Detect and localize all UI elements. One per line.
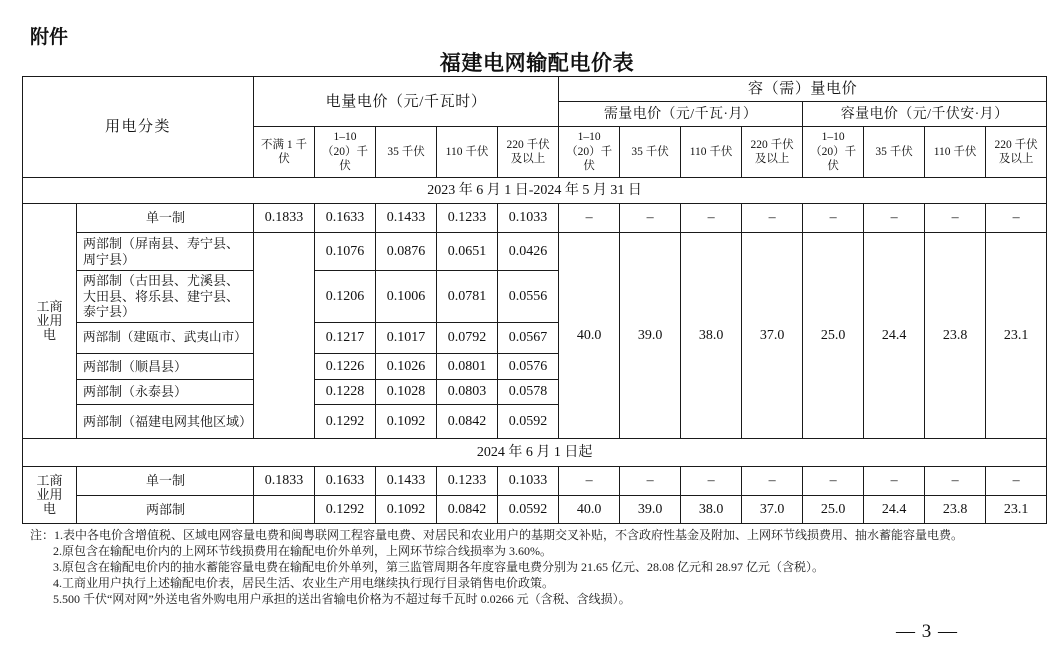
demand-price-cell: 40.0 xyxy=(559,496,620,524)
energy-price-cell: 0.1292 xyxy=(315,405,376,439)
row-label: 两部制（屏南县、寿宁县、周宁县） xyxy=(77,233,254,271)
energy-price-cell: 0.1092 xyxy=(376,405,437,439)
energy-price-cell: 0.1017 xyxy=(376,323,437,354)
capacity-price-cell: – xyxy=(803,204,864,233)
header-capacity-demand-price: 容（需）量电价 xyxy=(559,77,1047,102)
capacity-price-cell: 23.8 xyxy=(925,233,986,439)
demand-price-cell: 40.0 xyxy=(559,233,620,439)
capacity-price-cell: 23.8 xyxy=(925,496,986,524)
energy-price-cell: 0.0576 xyxy=(498,354,559,380)
empty-cell xyxy=(254,233,315,439)
demand-price-cell: – xyxy=(620,467,681,496)
energy-price-cell: 0.0842 xyxy=(437,496,498,524)
header-demand-level: 35 千伏 xyxy=(620,127,681,178)
energy-price-cell: 0.1433 xyxy=(376,204,437,233)
energy-price-cell: 0.1433 xyxy=(376,467,437,496)
energy-price-cell: 0.0792 xyxy=(437,323,498,354)
row-label: 单一制 xyxy=(77,467,254,496)
demand-price-cell: 39.0 xyxy=(620,233,681,439)
row-label: 两部制（古田县、尤溪县、大田县、将乐县、建宁县、泰宁县） xyxy=(77,271,254,323)
energy-price-cell: 0.1226 xyxy=(315,354,376,380)
note-item: 5.500 千伏“网对网”外送电省外购电用户承担的送出省输电价格为不超过每千瓦时 0.0266 元（含税、含线损）。 xyxy=(53,592,631,606)
table-row xyxy=(23,233,1047,271)
period-label: 2023 年 6 月 1 日-2024 年 5 月 31 日 xyxy=(23,178,1047,204)
capacity-price-cell: – xyxy=(864,204,925,233)
capacity-price-cell: – xyxy=(864,467,925,496)
demand-price-cell: 39.0 xyxy=(620,496,681,524)
capacity-price-cell: – xyxy=(925,467,986,496)
energy-price-cell: 0.0842 xyxy=(437,405,498,439)
row-label: 两部制（永泰县） xyxy=(77,380,254,405)
energy-price-cell: 0.1233 xyxy=(437,467,498,496)
capacity-price-cell: – xyxy=(986,467,1047,496)
capacity-price-cell: – xyxy=(925,204,986,233)
demand-price-cell: – xyxy=(681,467,742,496)
header-demand-price: 需量电价（元/千瓦·月） xyxy=(559,102,803,127)
header-capacity-level: 1–10（20）千伏 xyxy=(803,127,864,178)
energy-price-cell: 0.0651 xyxy=(437,233,498,271)
demand-price-cell: – xyxy=(620,204,681,233)
note-item: 2.原包含在输配电价内的上网环节线损费用在输配电价外单列，上网环节综合线损率为 3.60%。 xyxy=(53,544,552,558)
header-energy-level: 35 千伏 xyxy=(376,127,437,178)
row-label: 两部制 xyxy=(77,496,254,524)
energy-price-cell: 0.0567 xyxy=(498,323,559,354)
note-item xyxy=(30,527,963,543)
capacity-price-cell: 23.1 xyxy=(986,233,1047,439)
capacity-price-cell: – xyxy=(803,467,864,496)
energy-price-cell: 0.0781 xyxy=(437,271,498,323)
energy-price-cell: 0.1228 xyxy=(315,380,376,405)
demand-price-cell: – xyxy=(559,204,620,233)
note-item: 3.原包含在输配电价内的抽水蓄能容量电费在输配电价外单列，第三监管周期各年度容量电费分别为 21.65 亿元、28.08 亿元和 28.97 亿元（含税）。 xyxy=(53,560,825,574)
header-capacity-price: 容量电价（元/千伏安·月） xyxy=(803,102,1047,127)
row-label: 两部制（顺昌县） xyxy=(77,354,254,380)
energy-price-cell: 0.1206 xyxy=(315,271,376,323)
price-table xyxy=(22,76,1047,524)
energy-price-cell: 0.0592 xyxy=(498,496,559,524)
energy-price-cell: 0.1033 xyxy=(498,204,559,233)
energy-price-cell: 0.0876 xyxy=(376,233,437,271)
energy-price-cell: 0.1006 xyxy=(376,271,437,323)
energy-price-cell: 0.1092 xyxy=(376,496,437,524)
header-energy-price: 电量电价（元/千瓦时） xyxy=(254,77,559,127)
demand-price-cell: – xyxy=(742,467,803,496)
page-number: — 3 — xyxy=(896,621,958,642)
energy-price-cell: 0.0801 xyxy=(437,354,498,380)
energy-price-cell: 0.1833 xyxy=(254,204,315,233)
attachment-label: 附件 xyxy=(30,26,69,48)
energy-price-cell: 0.1033 xyxy=(498,467,559,496)
header-row xyxy=(23,77,1047,102)
header-energy-level: 110 千伏 xyxy=(437,127,498,178)
energy-price-cell: 0.1292 xyxy=(315,496,376,524)
capacity-price-cell: 25.0 xyxy=(803,496,864,524)
capacity-price-cell: 24.4 xyxy=(864,496,925,524)
energy-price-cell: 0.0556 xyxy=(498,271,559,323)
energy-price-cell: 0.0426 xyxy=(498,233,559,271)
energy-price-cell: 0.1233 xyxy=(437,204,498,233)
document-title: 福建电网输配电价表 xyxy=(439,51,635,75)
row-label: 两部制（福建电网其他区域） xyxy=(77,405,254,439)
demand-price-cell: 38.0 xyxy=(681,496,742,524)
demand-price-cell: – xyxy=(559,467,620,496)
energy-price-cell: 0.0592 xyxy=(498,405,559,439)
header-demand-level: 110 千伏 xyxy=(681,127,742,178)
row-label: 单一制 xyxy=(77,204,254,233)
table-row xyxy=(23,204,1047,233)
demand-price-cell: 37.0 xyxy=(742,496,803,524)
demand-price-cell: 37.0 xyxy=(742,233,803,439)
header-energy-level: 1–10（20）千伏 xyxy=(315,127,376,178)
header-category: 用电分类 xyxy=(23,77,254,178)
header-capacity-level: 220 千伏及以上 xyxy=(986,127,1047,178)
energy-price-cell: 0.1076 xyxy=(315,233,376,271)
table-row xyxy=(23,467,1047,496)
energy-price-cell: 0.1026 xyxy=(376,354,437,380)
header-demand-level: 220 千伏及以上 xyxy=(742,127,803,178)
period-label: 2024 年 6 月 1 日起 xyxy=(23,439,1047,467)
header-energy-level: 不满 1 千伏 xyxy=(254,127,315,178)
capacity-price-cell: 23.1 xyxy=(986,496,1047,524)
energy-price-cell: 0.0803 xyxy=(437,380,498,405)
row-label: 两部制（建瓯市、武夷山市） xyxy=(77,323,254,354)
header-energy-level: 220 千伏及以上 xyxy=(498,127,559,178)
period-row xyxy=(23,178,1047,204)
demand-price-cell: 38.0 xyxy=(681,233,742,439)
energy-price-cell: 0.1633 xyxy=(315,204,376,233)
table-row xyxy=(23,496,1047,524)
capacity-price-cell: 25.0 xyxy=(803,233,864,439)
header-demand-level: 1–10（20）千伏 xyxy=(559,127,620,178)
note-item: 4.工商业用户执行上述输配电价表，居民生活、农业生产用电继续执行现行目录销售电价政策。 xyxy=(53,576,555,590)
header-capacity-level: 35 千伏 xyxy=(864,127,925,178)
demand-price-cell: – xyxy=(742,204,803,233)
group-label: 工商业用电 xyxy=(23,204,77,439)
energy-price-cell: 0.1217 xyxy=(315,323,376,354)
empty-cell xyxy=(254,496,315,524)
period-row xyxy=(23,439,1047,467)
capacity-price-cell: – xyxy=(986,204,1047,233)
energy-price-cell: 0.1028 xyxy=(376,380,437,405)
energy-price-cell: 0.0578 xyxy=(498,380,559,405)
energy-price-cell: 0.1633 xyxy=(315,467,376,496)
header-capacity-level: 110 千伏 xyxy=(925,127,986,178)
capacity-price-cell: 24.4 xyxy=(864,233,925,439)
group-label: 工商业用电 xyxy=(23,467,77,524)
note-prefix: 注： xyxy=(30,528,55,542)
energy-price-cell: 0.1833 xyxy=(254,467,315,496)
demand-price-cell: – xyxy=(681,204,742,233)
note-text: 1.表中各电价含增值税、区域电网容量电费和闽粤联网工程容量电费、对居民和农业用户的基期交叉补贴，不含政府性基金及附加、上网环节线损费用、抽水蓄能容量电费。 xyxy=(54,528,964,542)
notes xyxy=(30,527,963,607)
